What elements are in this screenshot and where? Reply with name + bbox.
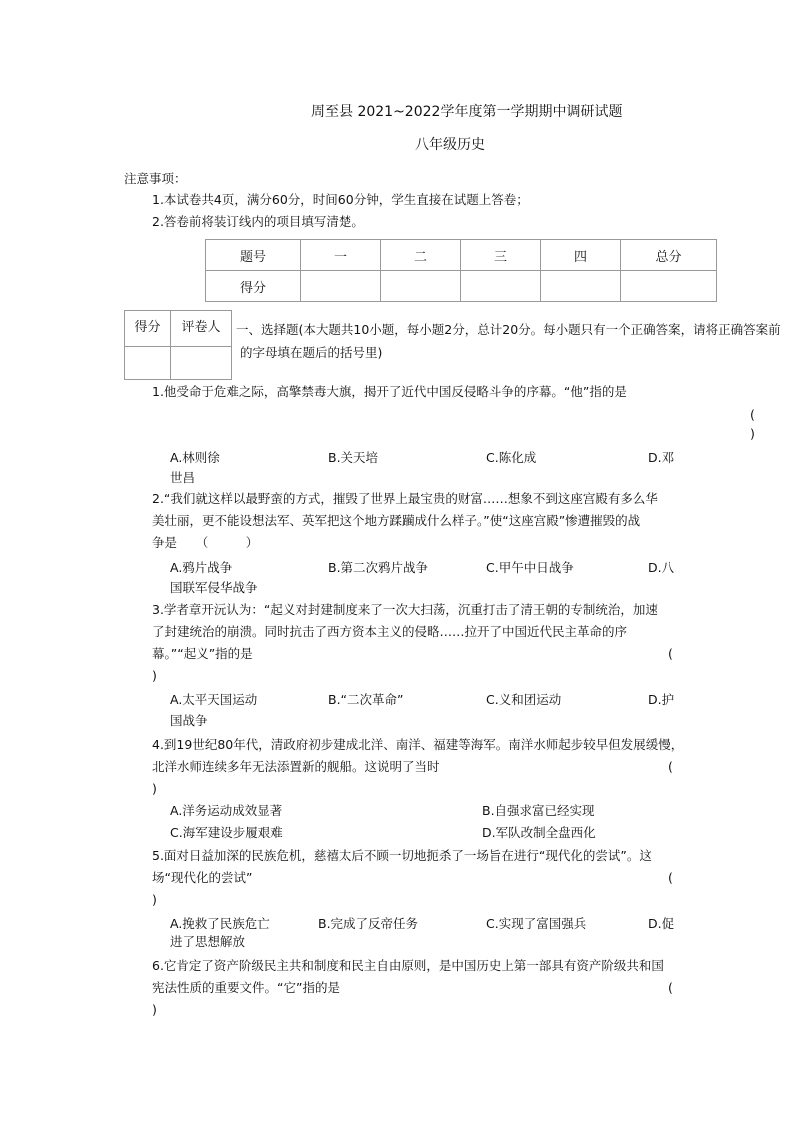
q3-line2: 了封建统治的崩溃。同时抗击了西方资本主义的侵略……拉开了中国近代民主革命的序 [152,624,628,639]
exam-title: 周至县 2021~2022学年度第一学期期中调研试题 [311,104,623,120]
q2-option-d-continued: 国联军侵华战争 [170,580,258,595]
q4-line1: 4.到19世纪80年代，清政府初步建成北洋、南洋、福建等海军。南洋水师起步较早但发展缓慢， [152,737,684,752]
q2-option-a[interactable]: A.鸦片战争 [170,560,233,575]
q5-option-b[interactable]: B.完成了反帝任务 [318,916,419,931]
score-table-header-row [206,240,717,271]
q1-option-d-continued: 世昌 [170,470,196,485]
q2-line1: 2.“我们就这样以最野蛮的方式，摧毁了世界上最宝贵的财富……想象不到这座宫殿有多么华 [152,491,658,506]
q5-option-d-continued: 进了思想解放 [170,934,246,949]
q4-option-c[interactable]: C.海军建设步履艰难 [170,825,283,840]
q4-option-d[interactable]: D.军队改制全盘西化 [482,825,596,840]
q4-option-b[interactable]: B.自强求富已经实现 [482,803,595,818]
score-cell[interactable] [461,271,541,302]
q3-paren-open: ( [668,646,673,661]
grader-name-label: 评卷人 [171,311,232,347]
q1-paren-open: ( [750,407,755,422]
grader-score-cell[interactable] [125,347,171,380]
q4-paren-open: ( [668,759,673,774]
q1-paren-close: ) [750,426,755,441]
section1-intro-line2: 的字母填在题后的括号里) [240,345,383,360]
notes-heading: 注意事项： [124,171,187,186]
q3-option-b[interactable]: B.“二次革命” [328,692,404,707]
q6-line1: 6.它肯定了资产阶级民主共和制度和民主自由原则，是中国历史上第一部具有资产阶级共和国 [152,958,664,973]
q1-option-b[interactable]: B.关天培 [328,450,379,465]
grader-table-header-row [125,311,232,347]
score-table-header-cell: 一 [301,240,381,271]
q4-line2: 北洋水师连续多年无法添置新的舰船。这说明了当时 [152,759,440,774]
score-row-label: 得分 [206,271,301,302]
q3-option-d-continued: 国战争 [170,713,208,728]
q6-paren-open: ( [668,980,673,995]
score-table-score-row [206,271,717,302]
q5-option-c[interactable]: C.实现了富国强兵 [486,916,587,931]
score-table-header-cell: 四 [541,240,621,271]
grader-table [124,310,232,380]
score-cell[interactable] [301,271,381,302]
score-cell[interactable] [621,271,717,302]
q1-option-d[interactable]: D.邓 [648,450,675,465]
grader-score-label: 得分 [125,311,171,347]
q6-paren-close: ) [152,1002,157,1017]
score-cell[interactable] [541,271,621,302]
notes-item-1: 1.本试卷共4页，满分60分，时间60分钟，学生直接在试题上答卷； [152,192,529,207]
q3-line1: 3.学者章开沅认为：“起义对封建制度来了一次大扫荡，沉重打击了清王朝的专制统治，加速 [152,602,658,617]
q2-option-b[interactable]: B.第二次鸦片战争 [328,560,429,575]
q5-option-a[interactable]: A.挽救了民族危亡 [170,916,270,931]
q1-stem: 1.他受命于危难之际，高擎禁毒大旗，揭开了近代中国反侵略斗争的序幕。“他”指的是 [152,384,627,399]
q3-option-d[interactable]: D.护 [648,692,675,707]
q5-line2: 场“现代化的尝试” [152,870,253,885]
q2-option-d[interactable]: D.八 [648,560,675,575]
q4-option-a[interactable]: A.洋务运动成效显著 [170,803,283,818]
q1-option-c[interactable]: C.陈化成 [486,450,537,465]
grader-table-input-row [125,347,232,380]
score-table-header-cell: 三 [461,240,541,271]
q6-line2: 宪法性质的重要文件。“它”指的是 [152,980,340,995]
score-cell[interactable] [381,271,461,302]
q1-option-a[interactable]: A.林则徐 [170,450,220,465]
score-table-header-cell: 题号 [206,240,301,271]
q2-line3: 争是 （ ） [152,535,259,550]
q3-option-c[interactable]: C.义和团运动 [486,692,562,707]
score-table-header-cell: 二 [381,240,461,271]
q5-paren-close: ) [152,892,157,907]
q3-option-a[interactable]: A.太平天国运动 [170,692,258,707]
score-table-header-cell: 总分 [621,240,717,271]
q3-line3: 幕。”“起义”指的是 [152,646,253,661]
section1-intro-line1: 一、选择题(本大题共10小题，每小题2分，总计20分。每小题只有一个正确答案，请将正确答案前 [236,322,781,337]
q3-paren-close: ) [152,668,157,683]
q4-paren-close: ) [152,781,157,796]
q5-paren-open: ( [668,870,673,885]
exam-subtitle: 八年级历史 [415,137,485,153]
q2-option-c[interactable]: C.甲午中日战争 [486,560,574,575]
q5-option-d[interactable]: D.促 [648,916,675,931]
score-table [205,239,717,302]
grader-name-cell[interactable] [171,347,232,380]
notes-item-2: 2.答卷前将装订线内的项目填写清楚。 [152,214,364,229]
q5-line1: 5.面对日益加深的民族危机，慈禧太后不顾一切地扼杀了一场旨在进行“现代化的尝试”。这 [152,848,652,863]
q2-line2: 美壮丽，更不能设想法军、英军把这个地方蹂躏成什么样子。”使“这座宫殿”惨遭摧毁的战 [152,513,641,528]
